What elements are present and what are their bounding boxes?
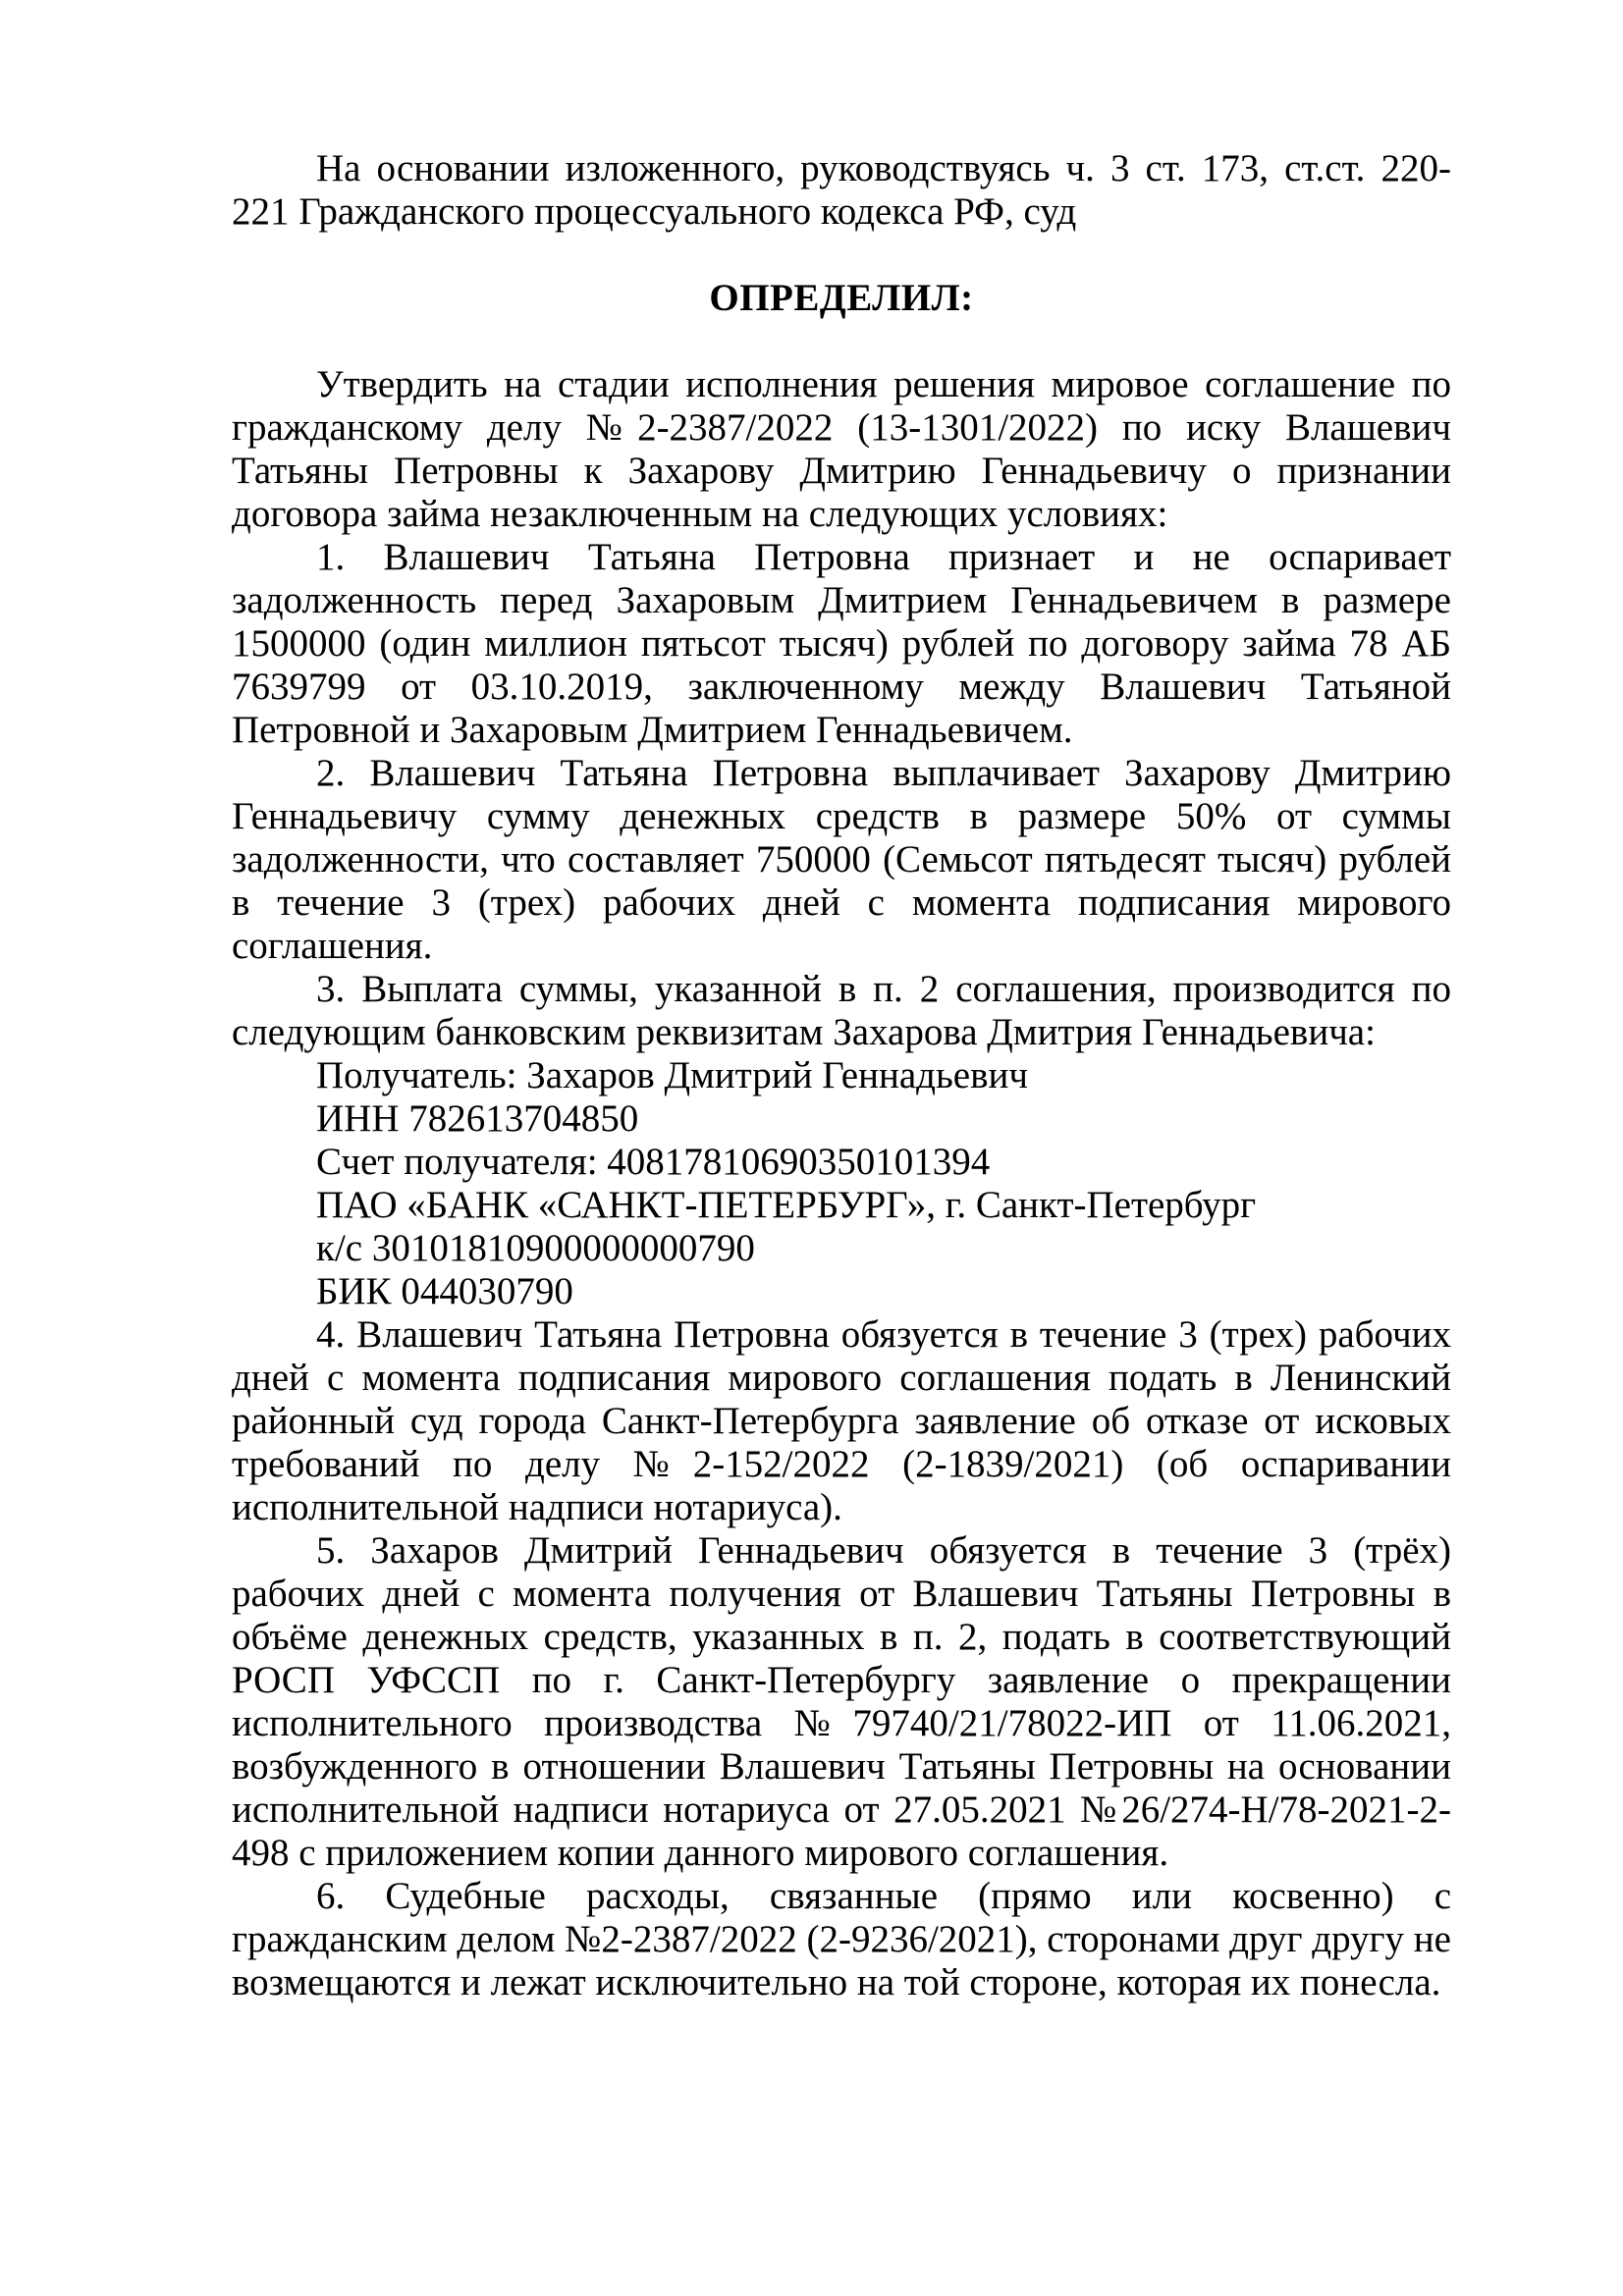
item-6: 6. Судебные расходы, связанные (прямо или косвенно) с гражданским делом №2-2387/2022 (2-9236/2021), сторонами друг другу не возмещаются и лежат исключительно на той стороне, которая их понесла. [232,1875,1451,2003]
bank-details [232,1054,1451,1313]
bank-inn: ИНН 782613704850 [316,1097,639,1140]
item-5: 5. Захаров Дмитрий Геннадьевич обязуется в течение 3 (трёх) рабочих дней с момента получения от Влашевич Татьяны Петровны в объёме денежных средств, указанных в п. 2, подать в соответствующий РОСП УФССП по г. Санкт-Петербургу заявление о прекращении исполнительного производства №79740/21/78022-ИП от 11.06.2021, возбужденного в отношении Влашевич Татьяны Петровны на основании исполнительной надписи нотариуса от 27.05.2021 №26/274-Н/78-2021-2-498 с приложением копии данного мирового соглашения. [232,1529,1451,1874]
bank-account: Счет получателя: 40817810690350101394 [316,1141,991,1183]
bank-recipient: Получатель: Захаров Дмитрий Геннадьевич [316,1054,1028,1096]
item-1: 1. Влашевич Татьяна Петровна признает и не оспаривает задолженность перед Захаровым Дмитрием Геннадьевичем в размере 1500000 (один миллион пятьсот тысяч) рублей по договору займа 78 АБ 7639799 от 03.10.2019, заключенному между Влашевич Татьяной Петровной и Захаровым Дмитрием Геннадьевичем. [232,536,1451,751]
item-2: 2. Влашевич Татьяна Петровна выплачивает Захарову Дмитрию Геннадьевичу сумму денежных средств в размере 50% от суммы задолженности, что составляет 750000 (Семьсот пятьдесят тысяч) рублей в течение 3 (трех) рабочих дней с момента подписания мирового соглашения. [232,752,1451,967]
intro-paragraph: На основании изложенного, руководствуясь ч. 3 ст. 173, ст.ст. 220-221 Гражданского процессуального кодекса РФ, суд [232,147,1451,233]
bank-name: ПАО «БАНК «САНКТ-ПЕТЕРБУРГ», г. Санкт-Петербург [316,1184,1257,1226]
main-paragraph: Утвердить на стадии исполнения решения мировое соглашение по гражданскому делу №2-2387/2022 (13-1301/2022) по иску Влашевич Татьяны Петровны к Захарову Дмитрию Геннадьевичу о признании договора займа незаключенным на следующих условиях: [232,363,1451,535]
bank-corr-account: к/с 30101810900000000790 [316,1227,755,1269]
ruling-heading: ОПРЕДЕЛИЛ: [709,277,974,319]
document-page [232,147,1451,2004]
item-3: 3. Выплата суммы, указанной в п. 2 соглашения, производится по следующим банковским реквизитам Захарова Дмитрия Геннадьевича: [232,968,1451,1053]
item-4: 4. Влашевич Татьяна Петровна обязуется в течение 3 (трех) рабочих дней с момента подписания мирового соглашения подать в Ленинский районный суд города Санкт-Петербурга заявление об отказе от исковых требований по делу №2-152/2022 (2-1839/2021) (об оспаривании исполнительной надписи нотариуса). [232,1313,1451,1528]
bank-bik: БИК 044030790 [316,1270,573,1312]
